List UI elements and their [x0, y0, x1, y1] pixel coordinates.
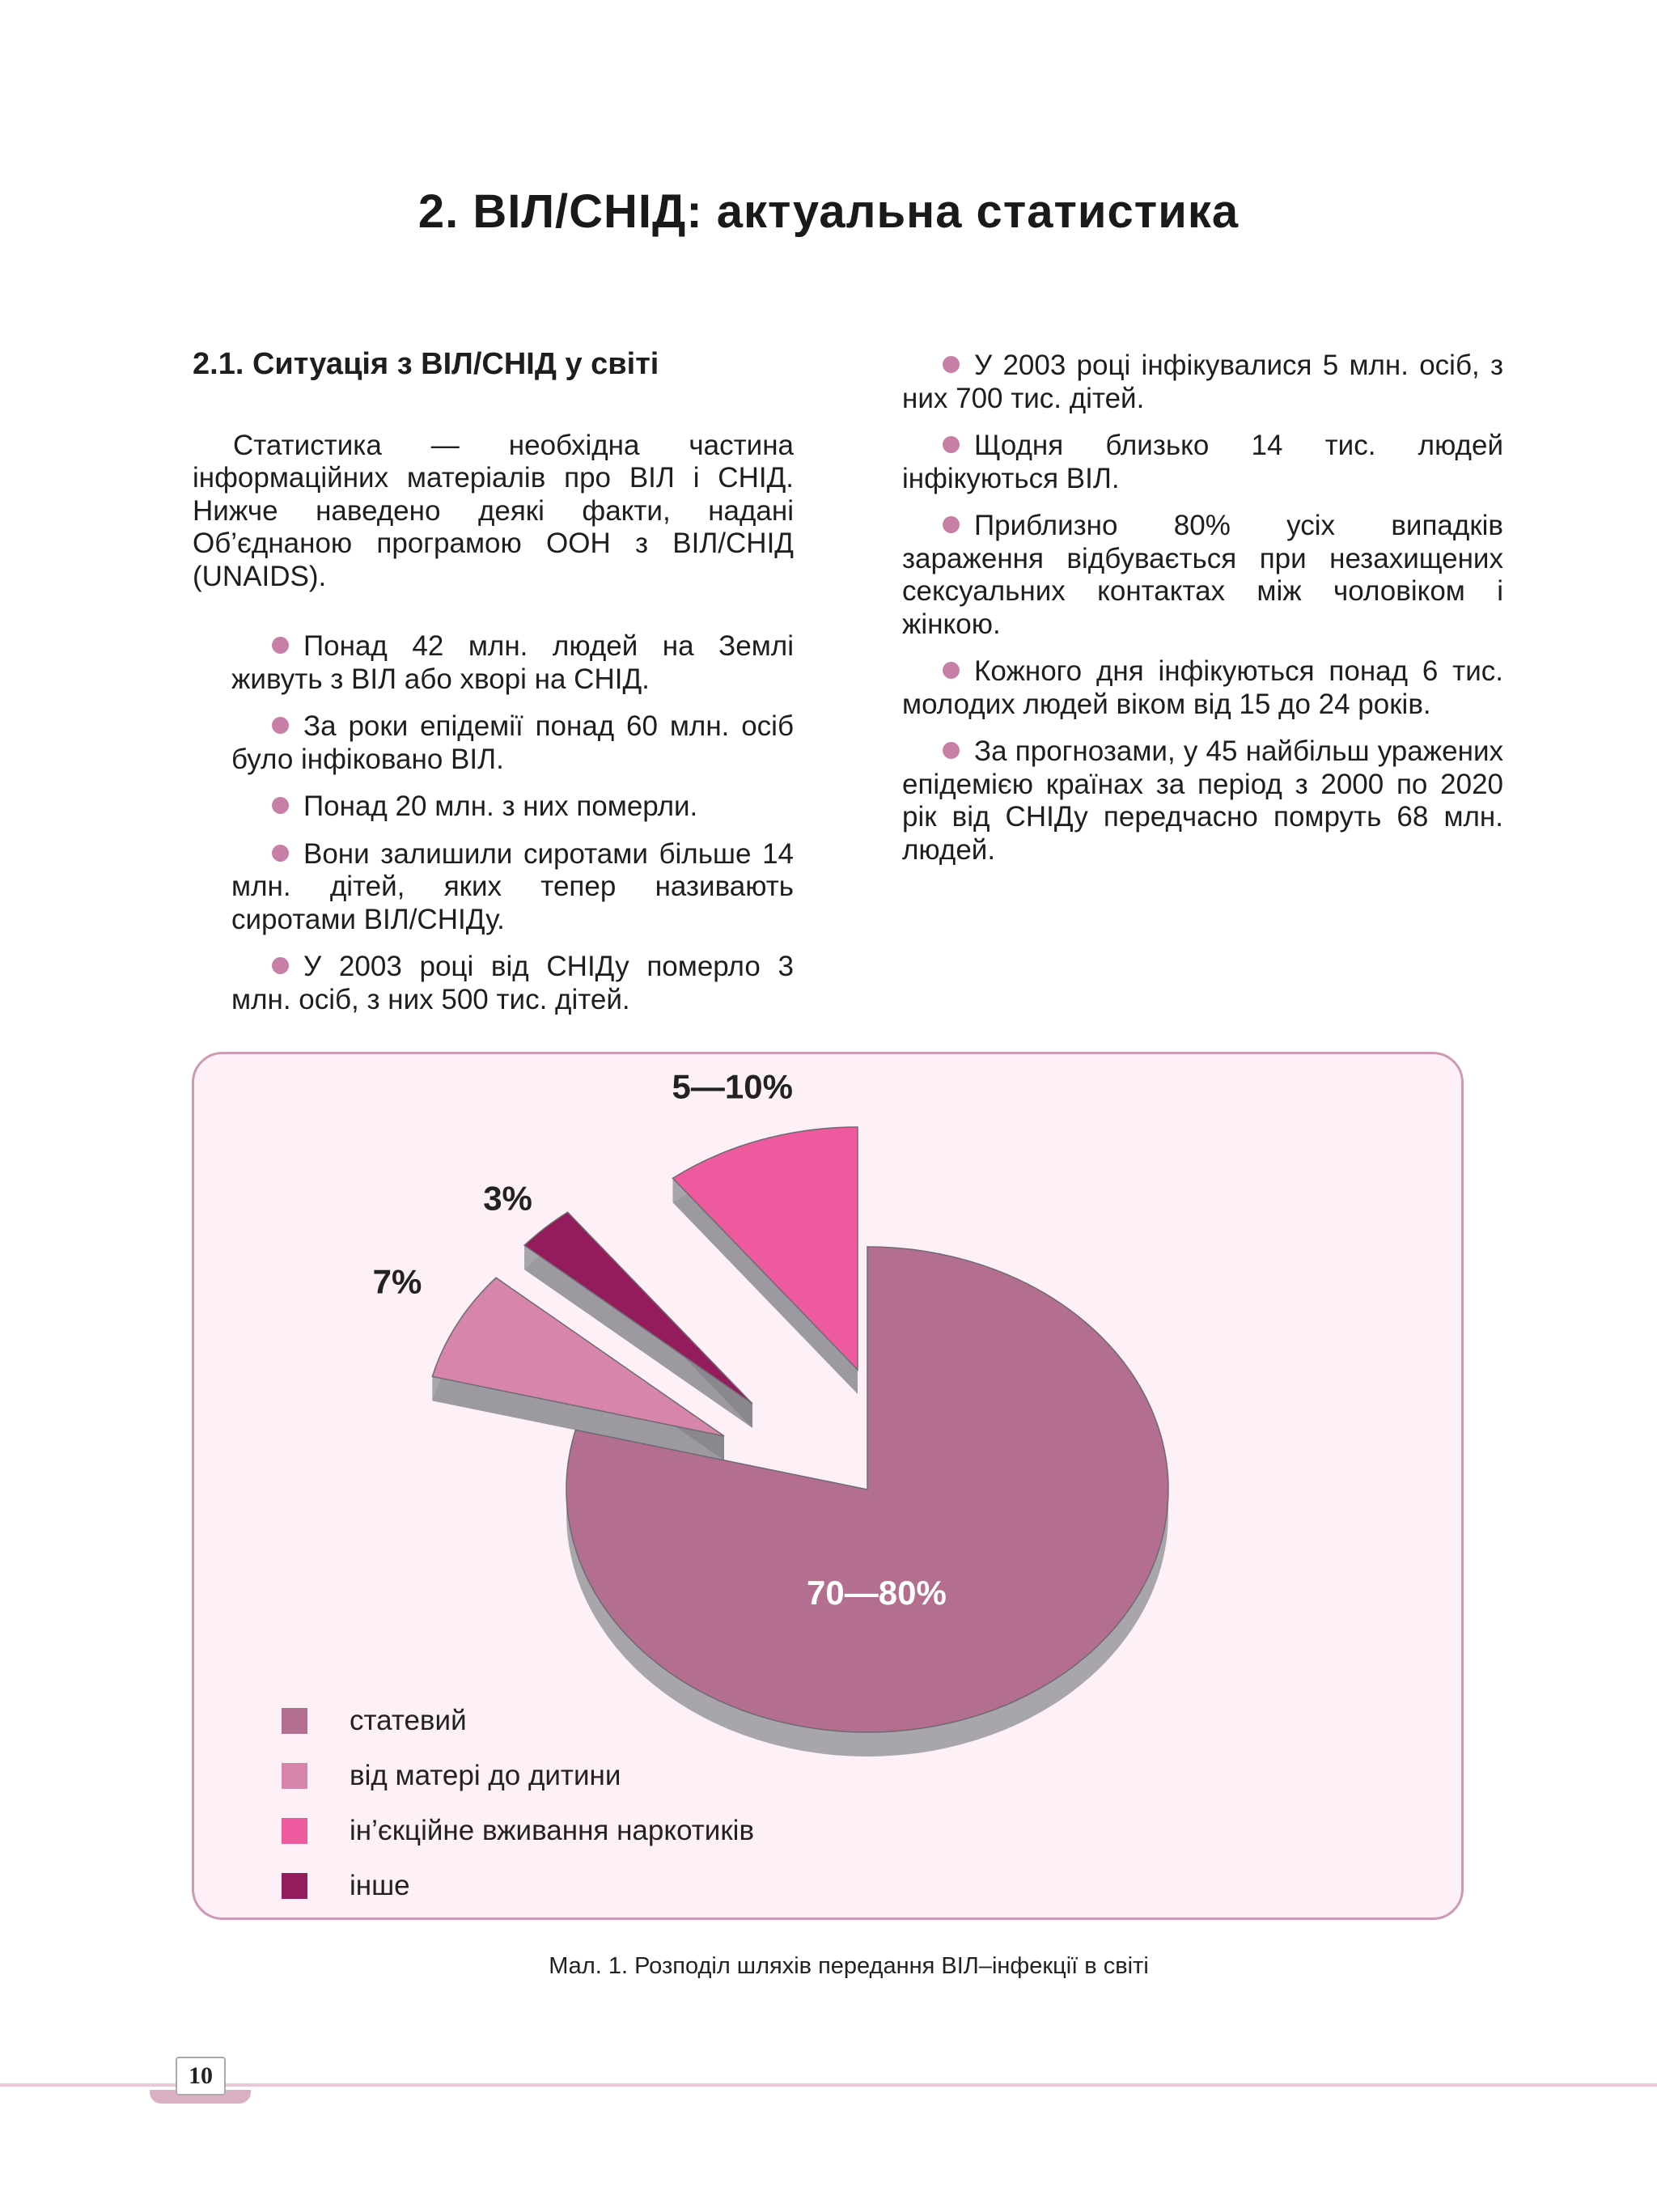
list-item: У 2003 році інфікувалися 5 млн. осіб, з них 700 тис. дітей. [902, 350, 1503, 414]
list-item: Понад 20 млн. з них померли. [193, 790, 794, 824]
footer-rule [0, 2083, 1657, 2087]
legend-item [282, 1748, 754, 1803]
legend-label: ін’єкційне вживання наркотиків [350, 1815, 755, 1846]
bullet-icon [943, 516, 960, 533]
list-item: У 2003 році від СНІДу померло 3 млн. осіб, з них 500 тис. дітей. [231, 951, 794, 1015]
bullet-icon [943, 356, 960, 373]
pie-slice-label: 70—80% [807, 1574, 947, 1612]
page-title: 2. ВІЛ/СНІД: актуальна статистика [417, 185, 1240, 238]
list-item: За роки епідемії понад 60 млн. осіб було інфіковано ВІЛ. [231, 710, 794, 775]
section-heading: 2.1. Ситуація з ВІЛ/СНІД у світі [193, 347, 659, 381]
chart-legend [282, 1693, 754, 1913]
legend-label: інше [350, 1870, 410, 1901]
bullet-icon [272, 845, 289, 862]
list-item: За прогнозами, у 45 найбільш уражених епідемією країнах за період з 2000 по 2020 рік від СНІДу передчасно помруть 68 млн. людей. [902, 735, 1503, 866]
pie-slice [673, 1127, 858, 1370]
legend-label: статевий [350, 1705, 467, 1736]
bullet-icon [943, 436, 960, 453]
left-column [193, 348, 794, 1031]
list-item: Понад 42 млн. людей на Землі живуть з ВІЛ або хворі на СНІД. [231, 630, 794, 695]
pie-slice-label: 3% [483, 1179, 532, 1218]
pie-slice-label: 5—10% [672, 1067, 793, 1106]
figure-caption: Мал. 1. Розподіл шляхів передання ВІЛ–інфекції в світі [549, 1953, 1149, 1979]
right-column [902, 350, 1503, 881]
bullet-icon [272, 957, 289, 974]
legend-item [282, 1858, 754, 1913]
legend-item [282, 1693, 754, 1748]
list-item: Щодня близько 14 тис. людей інфікуються ВІЛ. [902, 430, 1503, 494]
list-item: Приблизно 80% усіх випадків зараження відбувається при незахищених сексуальних контактах між чоловіком і жінкою. [902, 510, 1503, 640]
legend-swatch [282, 1708, 307, 1734]
bullet-icon [272, 797, 289, 814]
bullet-icon [943, 662, 960, 679]
bullet-icon [943, 742, 960, 759]
legend-item [282, 1803, 754, 1858]
intro-paragraph: Статистика — необхідна частина інформаційних матеріалів про ВІЛ і СНІД. Нижче наведено деякі факти, надані Об’єднаною програмою ООН з ВІЛ/СНІД (UNAIDS). [193, 429, 794, 592]
page-number: 10 [176, 2057, 226, 2095]
bullet-icon [272, 637, 289, 654]
bullet-icon [272, 717, 289, 734]
legend-label: від матері до дитини [350, 1760, 621, 1791]
legend-swatch [282, 1763, 307, 1789]
chart-frame [192, 1052, 1464, 1920]
legend-swatch [282, 1818, 307, 1844]
pie-slice-label: 7% [372, 1262, 422, 1301]
list-item: Вони залишили сиротами більше 14 млн. дітей, яких тепер називають сиротами ВІЛ/СНІДу. [231, 837, 794, 935]
legend-swatch [282, 1873, 307, 1899]
list-item: Кожного дня інфікуються понад 6 тис. молодих людей віком від 15 до 24 років. [902, 655, 1503, 720]
